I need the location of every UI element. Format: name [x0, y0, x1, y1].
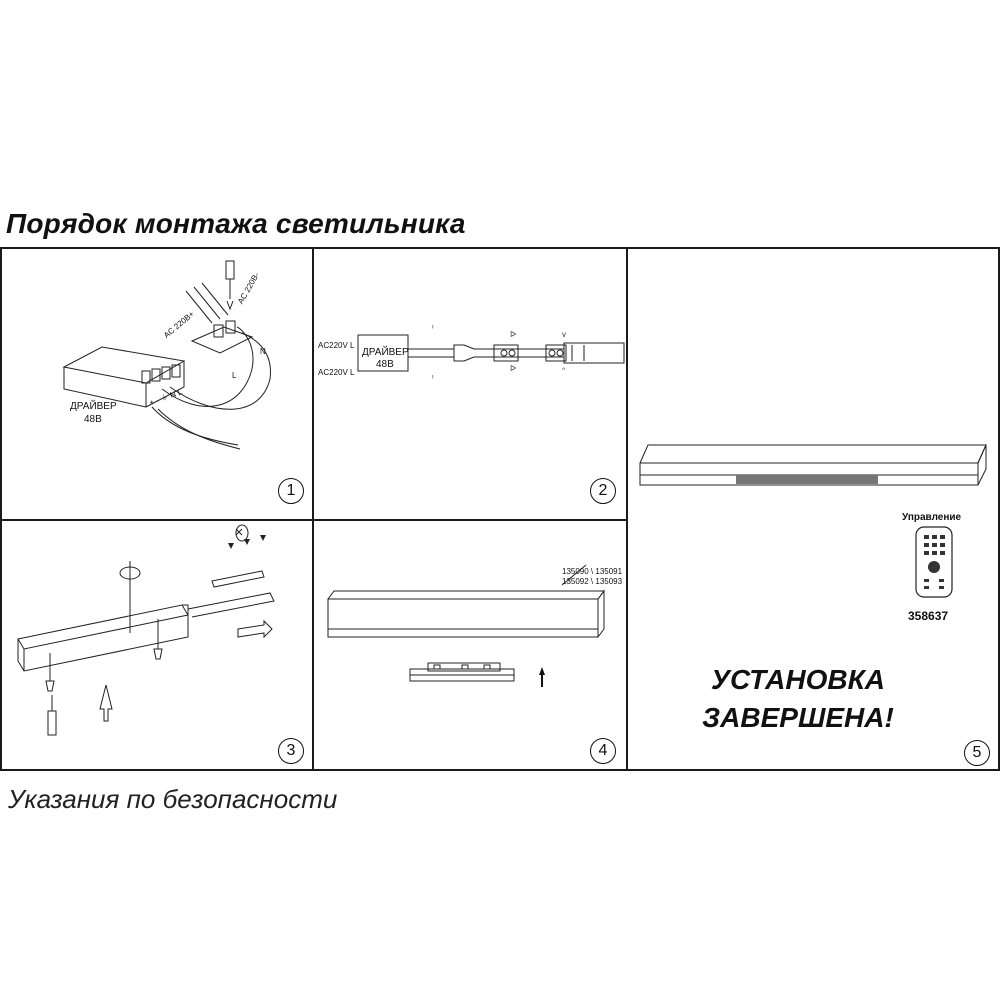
- driver-label: ДРАЙВЕР: [70, 401, 117, 412]
- step-number: 3: [278, 738, 304, 764]
- page-title: Порядок монтажа светильника: [6, 208, 466, 239]
- ac-bottom-wire: L: [350, 368, 355, 377]
- wiring-driver-illustration: [2, 249, 316, 523]
- installation-complete-line2: ЗАВЕРШЕНА!: [702, 702, 894, 733]
- control-label: Управление: [902, 512, 962, 523]
- luminaire-mounting-illustration: [314, 521, 630, 773]
- ac-bottom-label: AC220V: [318, 368, 348, 377]
- step-3-panel: [0, 519, 314, 771]
- step-number: 5: [964, 740, 990, 766]
- step-number: 4: [590, 738, 616, 764]
- svg-text:ᑊ: ᑊ: [432, 374, 434, 383]
- safety-instructions-heading: Указания по безопасности: [8, 784, 338, 814]
- wire-n-label: N: [260, 347, 266, 356]
- article-numbers-line1: 135090 \ 135091: [562, 567, 623, 576]
- svg-text:v: v: [562, 330, 566, 339]
- wiring-connector-illustration: [314, 249, 630, 523]
- ac-top-label: AC220V: [318, 341, 348, 350]
- step-number: 2: [590, 478, 616, 504]
- step-5-panel: [626, 247, 1000, 771]
- svg-text:ᐅ: ᐅ: [510, 364, 517, 373]
- article-numbers-line2: 135092 \ 135093: [562, 577, 623, 586]
- wire-l-label: L: [232, 371, 237, 380]
- mounting-illustration: [2, 521, 316, 773]
- driver-label: ДРАЙВЕР: [362, 347, 409, 358]
- installation-complete-line1: УСТАНОВКА: [710, 664, 886, 695]
- driver-voltage: 48В: [84, 414, 102, 425]
- ac-plus-label: AC 220В+: [162, 309, 196, 340]
- svg-text:ᐢ: ᐢ: [562, 366, 566, 375]
- svg-text:ᑊ: ᑊ: [432, 324, 434, 333]
- svg-text:ᐅ: ᐅ: [510, 330, 517, 339]
- step-2-panel: [312, 247, 628, 521]
- ac-top-wire: L: [350, 341, 355, 350]
- ac-minus-label: AC 220В-: [236, 270, 262, 306]
- remote-model-number: 358637: [908, 609, 949, 623]
- terminal-marks: + - ⏚ N L: [148, 387, 184, 408]
- step-1-panel: [0, 247, 314, 521]
- step-number: 1: [278, 478, 304, 504]
- remote-control-icon: [916, 527, 952, 597]
- step-4-panel: [312, 519, 628, 771]
- driver-voltage: 48В: [376, 359, 394, 370]
